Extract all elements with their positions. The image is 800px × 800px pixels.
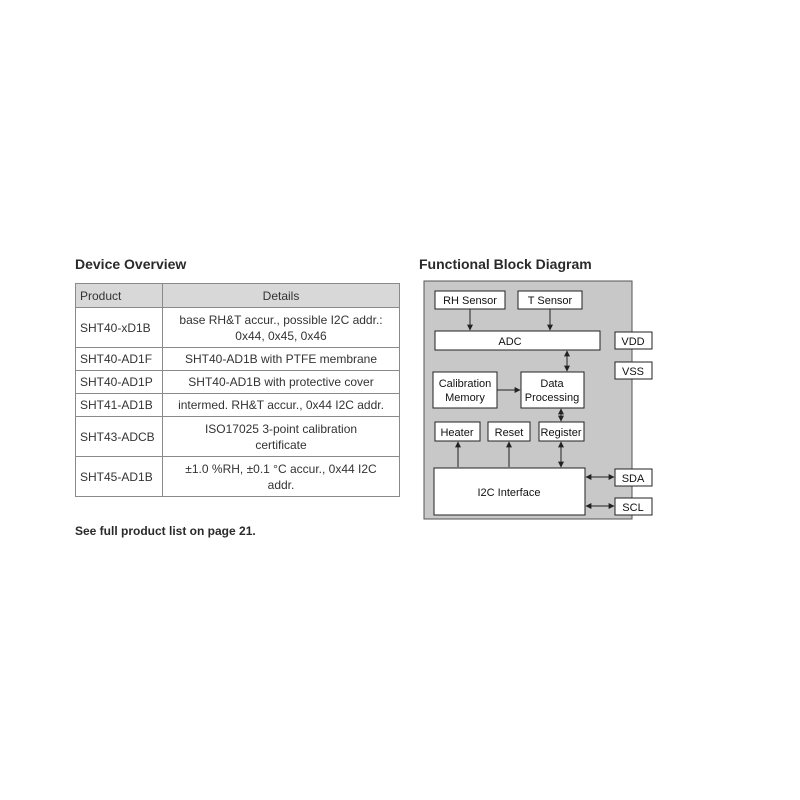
data-processing-block [521,372,584,408]
data-processing-label: Processing [524,392,580,404]
vdd-pin-label: VDD [621,336,645,348]
i2c-interface-label: I2C Interface [477,487,541,499]
table-row [76,417,400,457]
vss-pin [615,362,652,379]
heater-block [435,422,480,441]
scl-pin-label: SCL [622,502,644,514]
table-row [76,457,400,497]
details-line: ±1.0 %RH, ±0.1 °C accur., 0x44 I2C [185,461,377,476]
vdd-pin [615,332,652,349]
details-cell [163,394,400,417]
rh-sensor-label: RH Sensor [443,295,497,307]
table-row [76,394,400,417]
details-line: 0x44, 0x45, 0x46 [235,328,327,343]
i2c-interface-block [434,468,585,515]
details-line: SHT40-AD1B with PTFE membrane [184,352,378,366]
adc-block [435,331,600,350]
product-cell: SHT40-xD1B [76,308,163,348]
details-cell [163,348,400,371]
heater-label: Heater [440,427,474,439]
details-line: addr. [267,477,295,492]
product-cell: SHT41-AD1B [76,394,163,417]
details-line: certificate [255,437,307,452]
reset-block [488,422,530,441]
table-row [76,308,400,348]
vss-pin-label: VSS [621,366,645,378]
details-line: SHT40-AD1B with protective cover [188,375,374,389]
device-overview-title: Device Overview [75,256,187,272]
details-line: base RH&T accur., possible I2C addr.: [179,312,383,327]
sda-pin-label: SDA [621,473,645,485]
reset-label: Reset [494,427,524,439]
scl-pin [615,498,652,515]
adc-label: ADC [498,336,522,348]
table-row [76,348,400,371]
product-cell: SHT43-ADCB [76,417,163,457]
sda-pin [615,469,652,486]
details-cell [163,417,400,457]
column-header-details: Details [163,284,400,308]
details-cell [163,371,400,394]
details-cell [163,457,400,497]
product-cell: SHT45-AD1B [76,457,163,497]
calibration-memory-label: Calibration [438,378,492,390]
device-overview-table [75,283,400,497]
rh-sensor-block [435,291,505,309]
data-processing-label: Data [540,378,564,390]
column-header-product: Product [76,284,163,308]
t-sensor-label: T Sensor [527,295,573,307]
table-row [76,371,400,394]
product-cell: SHT40-AD1F [76,348,163,371]
functional-block-diagram [420,278,660,524]
details-line: intermed. RH&T accur., 0x44 I2C addr. [178,398,384,412]
details-cell [163,308,400,348]
block-diagram-title: Functional Block Diagram [419,256,592,272]
register-label: Register [540,427,582,439]
product-cell: SHT40-AD1P [76,371,163,394]
details-line: ISO17025 3-point calibration [204,421,358,436]
table-header-row [76,284,400,308]
product-list-footnote: See full product list on page 21. [75,524,256,538]
t-sensor-block [518,291,582,309]
calibration-memory-label: Memory [445,392,485,404]
calibration-memory-block [433,372,497,408]
register-block [539,422,584,441]
